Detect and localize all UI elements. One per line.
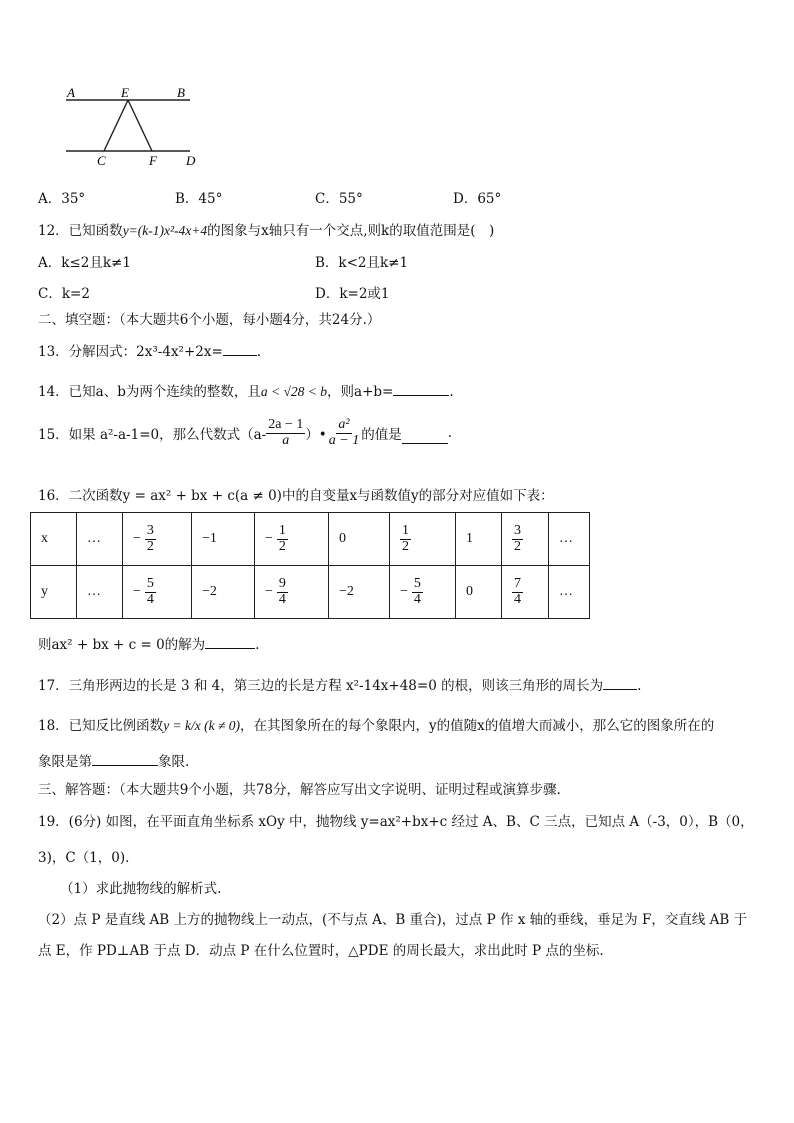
table-cell: … (549, 566, 590, 619)
q15-fraction-2 (327, 418, 361, 448)
q15-suffix: 的值是 (361, 427, 402, 444)
q19-part-1: （1）求此抛物线的解析式. (60, 881, 222, 897)
q19-part-2-line-1: （2）点 P 是直线 AB 上方的抛物线上一动点，(不与点 A、B 重合)，过点 P 作 x 轴的垂线，垂足为 F，交直线 AB 于 (38, 912, 748, 928)
segment-ec (104, 100, 128, 151)
table-cell: − $\frac{9}{4}$ (255, 566, 329, 619)
q15-prefix: 15．如果 a²-a-1=0，那么代数式（a- (38, 427, 267, 444)
table-cell: $\frac{1}{2}$ (390, 513, 456, 566)
q18-answer-blank (92, 753, 158, 766)
q18-line-1 (38, 714, 714, 734)
q16-value-table (30, 512, 590, 619)
table-cell: 0 (456, 566, 502, 619)
q15-num1: 2a − 1 (268, 417, 304, 432)
q18-line2b: 象限. (158, 754, 190, 770)
table-cell: … (549, 513, 590, 566)
q18-line-2 (38, 750, 189, 770)
q12-option-a: A．k≤2且k≠1 (38, 255, 131, 271)
q11-option-b: B．45° (175, 191, 223, 207)
table-cell: −1 (192, 513, 255, 566)
q17-answer-blank (603, 677, 637, 690)
q19-part-2-line-2: 点 E，作 PD⊥AB 于点 D．动点 P 在什么位置时，△PDE 的周长最大，求出此时 P 点的坐标. (38, 943, 604, 959)
q16-after-text: 则ax² + bx + c = 0的解为 (38, 637, 206, 653)
q15-answer-blank (402, 431, 448, 444)
q18-function: y = k/x (k ≠ 0) (163, 718, 241, 733)
q15 (38, 418, 452, 448)
q14-prefix: 14．已知a、b为两个连续的整数，且 (38, 384, 261, 400)
q15-den2: a − 1 (328, 432, 360, 448)
q15-den1: a (282, 432, 290, 448)
row-x-label: x (31, 513, 77, 566)
segment-ef (128, 100, 152, 151)
q14-answer-blank (393, 383, 449, 396)
table-cell: − $\frac{1}{2}$ (255, 513, 329, 566)
label-b: B (177, 86, 185, 100)
table-cell: − $\frac{5}{4}$ (123, 566, 192, 619)
q16-end: . (255, 637, 260, 653)
q12-prefix: 12．已知函数 (38, 223, 123, 239)
q11-option-a: A．35° (38, 191, 86, 207)
q12-option-c: C．k=2 (38, 286, 90, 302)
q18-suffix: ，在其图象所在的每个象限内，y的值随x的值增大而减小，那么它的图象所在的 (240, 718, 715, 734)
table-cell: 0 (329, 513, 390, 566)
label-e: E (121, 86, 129, 100)
q15-num2: a² (338, 417, 350, 432)
label-c: C (97, 153, 106, 168)
row-y-label: y (31, 566, 77, 619)
q15-mid: ）• (305, 427, 327, 444)
q14-end: . (449, 384, 454, 400)
q16-after (38, 633, 259, 653)
table-cell: $\frac{7}{4}$ (502, 566, 549, 619)
q16-stem: 16．二次函数y = ax² + bx + c(a ≠ 0)中的自变量x与函数值y的部分对应值如下表： (38, 488, 554, 504)
q18-line2a: 象限是第 (38, 754, 92, 770)
q17-end: . (637, 678, 642, 694)
q16-answer-blank (205, 636, 255, 649)
table-cell: $\frac{3}{2}$ (502, 513, 549, 566)
table-row-x (31, 513, 590, 566)
q13 (38, 340, 261, 360)
q13-end: . (256, 344, 262, 360)
table-cell: −2 (329, 566, 390, 619)
q17-text: 17．三角形两边的长是 3 和 4，第三边的长是方程 x²-14x+48=0 的根，则该三角形的周长为 (38, 678, 604, 694)
q14-expr: a < √28 < b (260, 384, 328, 399)
q12-suffix: 的图象与x轴只有一个交点,则k的取值范围是( ) (207, 223, 495, 239)
table-cell: … (77, 566, 123, 619)
q13-text: 13．分解因式：2x³-4x²+2x= (38, 344, 223, 360)
q12-option-b: B．k<2且k≠1 (315, 255, 409, 271)
q19-line-2: 3)，C（1，0). (38, 850, 130, 866)
q13-answer-blank (223, 343, 257, 356)
table-row-y (31, 566, 590, 619)
q18-prefix: 18．已知反比例函数 (38, 718, 164, 734)
label-d: D (186, 153, 196, 168)
table-cell: − $\frac{5}{4}$ (390, 566, 456, 619)
geometry-figure (60, 86, 210, 170)
q14 (38, 380, 454, 400)
section-3-heading: 三、解答题：（本大题共9个小题，共78分，解答应写出文字说明、证明过程或演算步骤. (38, 782, 561, 798)
table-cell: 1 (456, 513, 502, 566)
label-a: A (67, 86, 75, 100)
q17 (38, 674, 641, 694)
table-cell: −2 (192, 566, 255, 619)
table-cell: − $\frac{3}{2}$ (123, 513, 192, 566)
label-f: F (149, 153, 157, 168)
q15-fraction-1 (266, 418, 305, 448)
q11-option-c: C．55° (315, 191, 363, 207)
section-2-heading: 二、填空题：（本大题共6个小题，每小题4分，共24分.） (38, 312, 381, 328)
q19-line-1: 19．(6分) 如图，在平面直角坐标系 xOy 中，抛物线 y=ax²+bx+c 经过 A、B、C 三点，已知点 A（-3，0），B（0， (38, 814, 754, 830)
q12-option-d: D．k=2或1 (315, 286, 390, 302)
q14-mid: ，则a+b= (327, 384, 394, 400)
q15-end: . (447, 425, 453, 442)
q11-option-d: D．65° (453, 191, 502, 207)
table-cell: … (77, 513, 123, 566)
q12-formula: y=(k-1)x²-4x+4 (122, 223, 208, 238)
q12-stem (38, 219, 494, 239)
